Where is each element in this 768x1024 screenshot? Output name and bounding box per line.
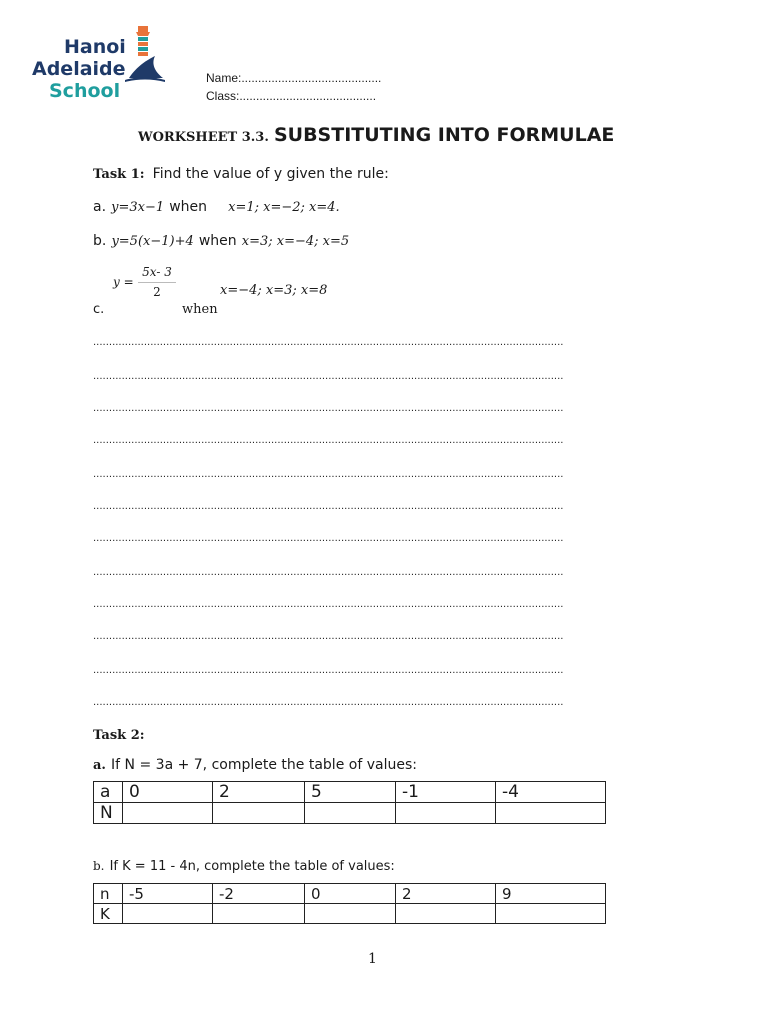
answer-line: .................................................................................................................................................... [93,599,564,610]
table-row [94,884,606,904]
task1-part-a [93,196,340,215]
name-field: Name:.......................................... [206,71,382,85]
part-c-lhs: y = [113,275,134,289]
part-c-when: when [182,302,218,317]
part-c-label: c. [93,302,105,317]
page-number: 1 [368,951,377,967]
table-cell: 2 [396,884,496,904]
answer-line: .................................................................................................................................................... [93,631,564,642]
table-row [94,803,606,824]
answer-cell[interactable] [396,803,496,824]
answer-cell[interactable] [305,803,396,824]
answer-cell[interactable] [396,904,496,924]
task1-heading-row [93,163,389,182]
part-b-rule: y=5(x−1)+4 [111,234,194,249]
answer-line: .................................................................................................................................................... [93,665,564,676]
table-cell: -5 [123,884,213,904]
lighthouse-icon [125,22,165,84]
part-b-values: x=3; x=−4; x=5 [241,234,350,249]
answer-line: .................................................................................................................................................... [93,371,564,382]
answer-line: .................................................................................................................................................... [93,403,564,414]
answer-line: .................................................................................................................................................... [93,533,564,544]
answer-cell[interactable] [123,803,213,824]
table-cell: N [94,803,123,824]
task1-heading: Task 1: [93,167,145,182]
table-cell: K [94,904,123,924]
task2-a-instruction: If N = 3a + 7, complete the table of values: [111,757,417,773]
answer-cell[interactable] [496,803,606,824]
answer-cell[interactable] [305,904,396,924]
answer-line: .................................................................................................................................................... [93,567,564,578]
task2-part-b [93,855,395,874]
part-a-values: x=1; x=−2; x=4. [228,200,340,215]
logo-line-adelaide: Adelaide [32,58,126,80]
part-c-denominator: 2 [153,285,161,299]
table-cell: 5 [305,782,396,803]
part-a-label: a. [93,199,107,215]
table-cell: -2 [213,884,305,904]
part-b-label: b. [93,233,107,249]
answer-line: .................................................................................................................................................... [93,435,564,446]
table-row [94,904,606,924]
part-c-values: x=−4; x=3; x=8 [220,283,328,298]
table-cell: 0 [123,782,213,803]
task2-b-label: b. [93,859,105,873]
title-main: SUBSTITUTING INTO FORMULAE [273,124,615,146]
part-c-numerator: 5x- 3 [142,265,172,279]
answer-cell[interactable] [123,904,213,924]
table-cell: n [94,884,123,904]
part-a-rule: y=3x−1 [111,200,165,215]
logo-line-hanoi: Hanoi [64,36,126,58]
class-field: Class:......................................... [206,89,377,103]
table-cell: a [94,782,123,803]
table-cell: -1 [396,782,496,803]
fraction-bar [138,282,176,283]
answer-line: .................................................................................................................................................... [93,469,564,480]
task2-b-instruction: If K = 11 - 4n, complete the table of values: [109,859,395,874]
answer-cell[interactable] [213,904,305,924]
part-a-when: when [169,199,208,215]
table-cell: 9 [496,884,606,904]
table-row [94,782,606,803]
task1-instruction: Find the value of y given the rule: [152,166,389,182]
answer-line: .................................................................................................................................................... [93,501,564,512]
task2-part-a [93,754,417,773]
answer-cell[interactable] [496,904,606,924]
table-k-values [93,883,606,924]
title-prefix: WORKSHEET 3.3. [138,130,269,145]
task2-heading: Task 2: [93,728,145,743]
table-cell: 0 [305,884,396,904]
logo-line-school: School [49,80,121,102]
answer-line: .................................................................................................................................................... [93,337,564,348]
worksheet-title [138,124,614,146]
answer-line: .................................................................................................................................................... [93,697,564,708]
table-cell: 2 [213,782,305,803]
task2-a-label: a. [93,758,106,773]
table-n-values [93,781,606,824]
table-cell: -4 [496,782,606,803]
answer-cell[interactable] [213,803,305,824]
task1-part-b [93,230,349,249]
part-b-when: when [198,233,237,249]
